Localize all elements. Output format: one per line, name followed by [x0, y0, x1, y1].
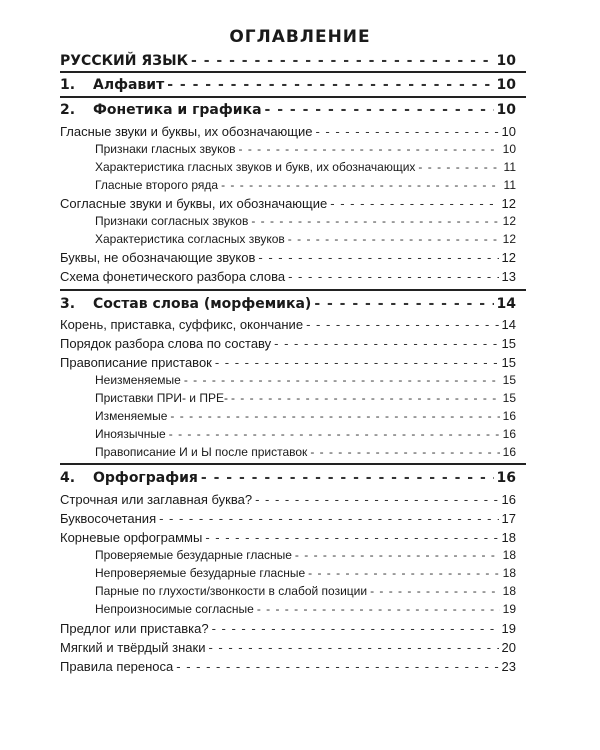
- toc-page-number: 12: [502, 232, 516, 246]
- toc-entry-label: Буквы, не обозначающие звуков: [60, 250, 256, 265]
- toc-entry-label: Признаки согласных звуков: [95, 214, 249, 228]
- toc-page-number: 10: [496, 53, 516, 69]
- toc-subentry[interactable]: [95, 391, 516, 405]
- toc-subentry[interactable]: [95, 214, 516, 228]
- toc-page-number: 23: [501, 659, 516, 674]
- dot-leader: [184, 373, 500, 387]
- toc-entry[interactable]: [60, 250, 516, 265]
- toc-section-1[interactable]: [60, 77, 516, 93]
- section-divider: [60, 96, 526, 98]
- toc-subentry[interactable]: [95, 427, 516, 441]
- dot-leader: [257, 602, 500, 616]
- section-number: 1.: [60, 77, 76, 93]
- dot-leader: [295, 548, 500, 562]
- toc-page-number: 12: [501, 250, 516, 265]
- section-divider: [60, 463, 526, 465]
- toc-entry-label: Согласные звуки и буквы, их обозначающие: [60, 196, 328, 211]
- dot-leader: [330, 196, 498, 211]
- toc-page-number: 14: [496, 296, 516, 312]
- toc-page-number: 13: [501, 269, 516, 284]
- toc-page-number: 10: [502, 142, 516, 156]
- toc-page-number: 11: [503, 178, 516, 192]
- dot-leader: [308, 566, 500, 580]
- toc-page-number: 16: [502, 427, 516, 441]
- toc-subentry[interactable]: [95, 142, 516, 156]
- toc-entry[interactable]: [60, 124, 516, 139]
- toc-entry-label: Правописание И и Ы после приставок: [95, 445, 308, 459]
- toc-page-number: 10: [496, 77, 516, 93]
- toc-entry[interactable]: [60, 511, 516, 526]
- toc-page-number: 16: [502, 409, 516, 423]
- toc-entry[interactable]: [60, 336, 516, 351]
- dot-leader: [418, 160, 500, 174]
- toc-entry[interactable]: [60, 317, 516, 332]
- toc-entry-russian-language[interactable]: [60, 53, 516, 69]
- section-divider: [60, 71, 526, 73]
- dot-leader: [314, 296, 493, 312]
- toc-page-number: 20: [501, 640, 516, 655]
- toc-page-number: 19: [502, 602, 516, 616]
- dot-leader: [231, 391, 500, 405]
- toc-subentry[interactable]: [95, 232, 516, 246]
- toc-entry-label: Гласные звуки и буквы, их обозначающие: [60, 124, 313, 139]
- toc-page-number: 16: [502, 445, 516, 459]
- dot-leader: [205, 530, 498, 545]
- toc-entry-label: Фонетика и графика: [93, 102, 262, 118]
- dot-leader: [306, 317, 498, 332]
- toc-page-number: 15: [501, 355, 516, 370]
- toc-page-number: 18: [502, 584, 516, 598]
- toc-entry-label: Парные по глухости/звонкости в слабой позиции: [95, 584, 368, 598]
- toc-entry-label: Состав слова (морфемика): [93, 296, 312, 312]
- toc-page-number: 10: [496, 102, 516, 118]
- toc-entry[interactable]: [60, 640, 516, 655]
- section-divider: [60, 289, 526, 291]
- toc-page-number: 10: [501, 124, 516, 139]
- toc-entry-label: Характеристика согласных звуков: [95, 232, 285, 246]
- toc-page-number: 19: [501, 621, 516, 636]
- toc-entry[interactable]: [60, 530, 516, 545]
- dot-leader: [169, 427, 500, 441]
- dot-leader: [370, 584, 500, 598]
- toc-entry-label: Непроизносимые согласные: [95, 602, 254, 616]
- toc-entry-label: Алфавит: [93, 77, 165, 93]
- toc-entry[interactable]: [60, 492, 516, 507]
- toc-section-3[interactable]: [60, 296, 516, 312]
- toc-entry-label: Проверяемые безударные гласные: [95, 548, 292, 562]
- toc-entry-label: Неизменяемые: [95, 373, 181, 387]
- dot-leader: [310, 445, 499, 459]
- dot-leader: [255, 492, 498, 507]
- dot-leader: [191, 53, 493, 69]
- dot-leader: [170, 409, 499, 423]
- dot-leader: [288, 232, 500, 246]
- toc-entry-label: Гласные второго ряда: [95, 178, 219, 192]
- toc-page-number: 15: [502, 391, 516, 405]
- toc-entry-label: Схема фонетического разбора слова: [60, 269, 286, 284]
- dot-leader: [208, 640, 498, 655]
- toc-entry-label: Изменяемые: [95, 409, 168, 423]
- toc-entry-label: Характеристика гласных звуков и букв, их обозначающих: [95, 160, 416, 174]
- toc-subentry[interactable]: [95, 373, 516, 387]
- dot-leader: [251, 214, 499, 228]
- section-number: 2.: [60, 102, 76, 118]
- toc-entry-label: Мягкий и твёрдый знаки: [60, 640, 206, 655]
- toc-page-number: 14: [501, 317, 516, 332]
- toc-entry[interactable]: [60, 659, 516, 674]
- toc-subentry[interactable]: [95, 584, 516, 598]
- page-title: ОГЛАВЛЕНИЕ: [229, 27, 371, 47]
- dot-leader: [167, 77, 493, 93]
- toc-subentry[interactable]: [95, 160, 516, 174]
- toc-page-number: 16: [496, 470, 516, 486]
- toc-entry-label: Орфография: [93, 470, 198, 486]
- dot-leader: [201, 470, 494, 486]
- toc-section-2[interactable]: [60, 102, 516, 118]
- toc-subentry[interactable]: [95, 548, 516, 562]
- toc-subentry[interactable]: [95, 602, 516, 616]
- dot-leader: [274, 336, 498, 351]
- toc-entry-label: Правописание приставок: [60, 355, 212, 370]
- toc-entry-label: Непроверяемые безударные гласные: [95, 566, 306, 580]
- section-number: 3.: [60, 296, 76, 312]
- dot-leader: [315, 124, 498, 139]
- dot-leader: [265, 102, 494, 118]
- toc-page-number: 15: [502, 373, 516, 387]
- section-number: 4.: [60, 470, 76, 486]
- toc-entry[interactable]: [60, 269, 516, 284]
- toc-page-number: 16: [501, 492, 516, 507]
- toc-subentry[interactable]: [95, 178, 516, 192]
- toc-page-number: 18: [501, 530, 516, 545]
- toc-entry[interactable]: [60, 621, 516, 636]
- toc-page-number: 15: [501, 336, 516, 351]
- toc-entry-label: Корень, приставка, суффикс, окончание: [60, 317, 304, 332]
- dot-leader: [212, 621, 499, 636]
- toc-page-number: 12: [502, 214, 516, 228]
- toc-entry-label: Буквосочетания: [60, 511, 157, 526]
- toc-page-number: 18: [502, 566, 516, 580]
- toc-entry-label: Корневые орфограммы: [60, 530, 203, 545]
- toc-subentry[interactable]: [95, 409, 516, 423]
- dot-leader: [159, 511, 498, 526]
- dot-leader: [288, 269, 498, 284]
- toc-entry-label: Правила переноса: [60, 659, 174, 674]
- toc-section-4[interactable]: [60, 470, 516, 486]
- toc-page-number: 18: [502, 548, 516, 562]
- toc-entry-label: Порядок разбора слова по составу: [60, 336, 272, 351]
- toc-page-number: 17: [501, 511, 516, 526]
- toc-entry[interactable]: [60, 196, 516, 211]
- toc-page-number: 11: [503, 160, 516, 174]
- dot-leader: [221, 178, 500, 192]
- dot-leader: [215, 355, 499, 370]
- toc-subentry[interactable]: [95, 566, 516, 580]
- toc-entry-label: РУССКИЙ ЯЗЫК: [60, 53, 189, 69]
- dot-leader: [239, 142, 500, 156]
- toc-entry[interactable]: [60, 355, 516, 370]
- toc-entry-label: Признаки гласных звуков: [95, 142, 236, 156]
- toc-entry-label: Строчная или заглавная буква?: [60, 492, 253, 507]
- dot-leader: [258, 250, 498, 265]
- toc-entry-label: Иноязычные: [95, 427, 166, 441]
- toc-page-number: 12: [501, 196, 516, 211]
- toc-entry-label: Предлог или приставка?: [60, 621, 209, 636]
- toc-subentry[interactable]: [95, 445, 516, 459]
- toc-entry-label: Приставки ПРИ- и ПРЕ-: [95, 391, 228, 405]
- dot-leader: [176, 659, 498, 674]
